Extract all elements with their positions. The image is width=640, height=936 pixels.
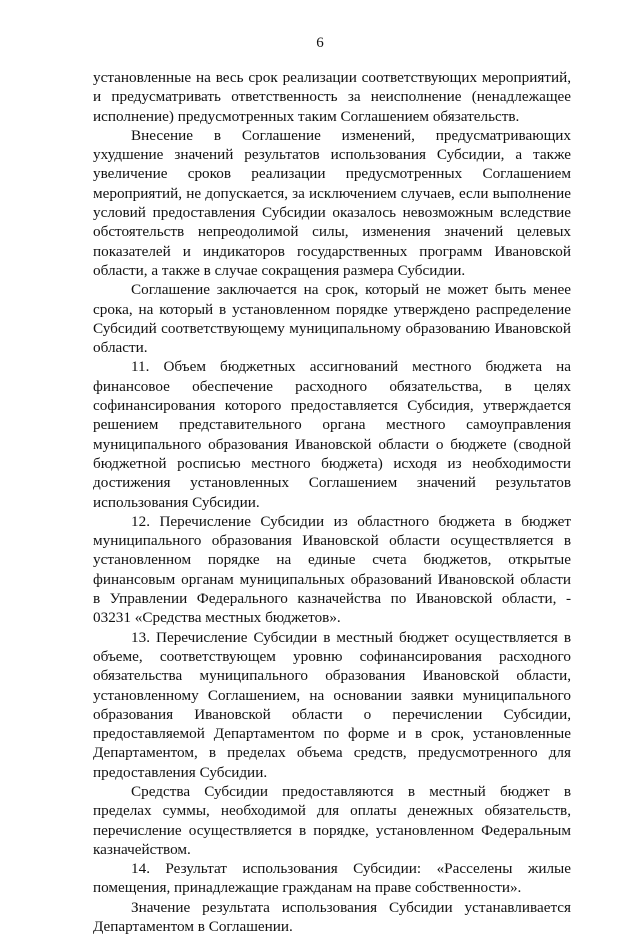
paragraph-agreement-changes: Внесение в Соглашение изменений, предусматривающих ухудшение значений результатов использования Субсидии, а также увеличение сроков реализации предусмотренных Соглашением мероприятий, не допускается, за исключением случаев, если выполнение условий предоставления Субсидии оказалось невозможным вследствие обстоятельств непреодолимой силы, изменения значений целевых показателей и индикаторов государственных программ Ивановской области, а также в случае сокращения размера Субсидии. bbox=[93, 126, 571, 279]
paragraph-item-14: 14. Результат использования Субсидии: «Расселены жилые помещения, принадлежащие гражданам на праве собственности». bbox=[93, 860, 571, 897]
paragraph-item-11: 11. Объем бюджетных ассигнований местного бюджета на финансовое обеспечение расходного обязательства, в целях софинансирования которого предоставляется Субсидия, утверждается решением представительного органа местного самоуправления муниципального образования Ивановской области о бюджете (сводной бюджетной росписью местного бюджета) исходя из необходимости достижения установленных Соглашением значений результатов использования Субсидии. bbox=[93, 358, 571, 511]
paragraph-result-value: Значение результата использования Субсидии устанавливается Департаментом в Соглашении. bbox=[93, 898, 571, 936]
page-number: 6 bbox=[316, 35, 324, 51]
paragraph-continuation: установленные на весь срок реализации соответствующих мероприятий, и предусматривать ответственность за неисполнение (ненадлежащее исполнение) предусмотренных таким Соглашением обязательств. bbox=[93, 69, 571, 125]
paragraph-subsidy-funds: Средства Субсидии предоставляются в местный бюджет в пределах суммы, необходимой для оплаты денежных обязательств, перечисление осуществляется в порядке, установленном Федеральным казначейством. bbox=[93, 782, 571, 858]
paragraph-item-12: 12. Перечисление Субсидии из областного бюджета в бюджет муниципального образования Ивановской области осуществляется в установленном порядке на единые счета бюджетов, открытые финансовым органам муниципальных образований Ивановской области в Управлении Федерального казначейства по Ивановской области, - 03231 «Средства местных бюджетов». bbox=[93, 512, 571, 627]
paragraph-agreement-term: Соглашение заключается на срок, который не может быть менее срока, на который в установленном порядке утверждено распределение Субсидий соответствующему муниципальному образованию Ивановской области. bbox=[93, 281, 571, 357]
paragraph-item-13: 13. Перечисление Субсидии в местный бюджет осуществляется в объеме, соответствующем уровню софинансирования расходного обязательства муниципального образования Ивановской области, установленному Соглашением, на основании заявки муниципального образования Ивановской области о перечислении Субсидии, предоставляемой Департаментом по форме и в срок, установленные Департаментом, в пределах объема средств, предусмотренного для предоставления Субсидии. bbox=[93, 628, 571, 781]
document-body bbox=[93, 68, 571, 936]
